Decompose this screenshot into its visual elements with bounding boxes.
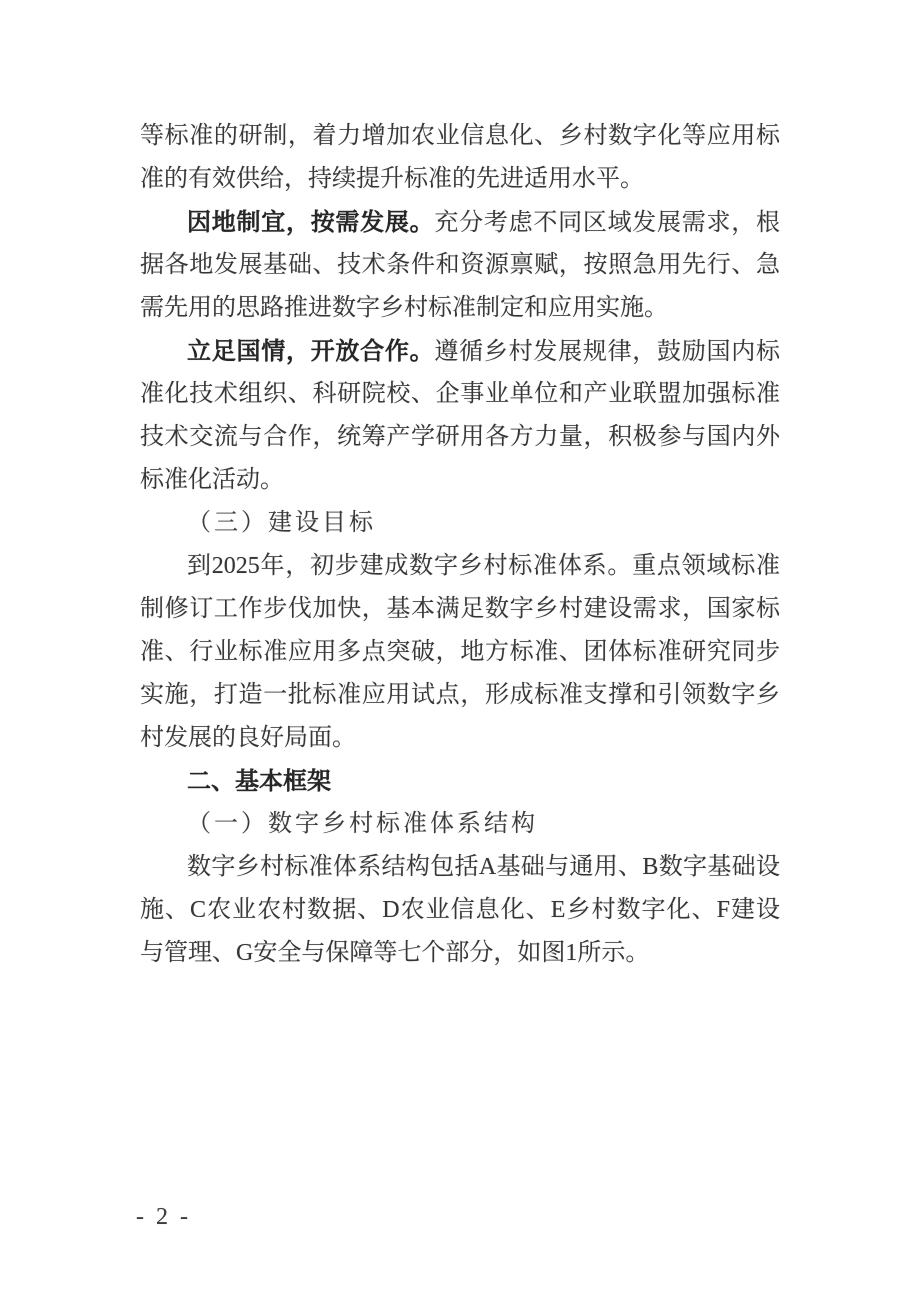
document-text-block: [140, 115, 780, 975]
text-line-11: [140, 545, 780, 588]
text-line-10-segment-1: （三）建设目标: [187, 510, 376, 536]
text-line-12: [140, 588, 780, 631]
text-line-15-segment-1: 村发展的良好局面。: [140, 725, 356, 751]
text-line-4-segment-1: 据各地发展基础、技术条件和资源禀赋，按照急用先行、急: [140, 252, 780, 278]
text-line-8-segment-1: 技术交流与合作，统筹产学研用各方力量，积极参与国内外: [140, 424, 780, 450]
text-line-5: [140, 287, 780, 330]
text-line-18-segment-1: 数字乡村标准体系结构包括A基础与通用、B数字基础设: [187, 854, 780, 880]
text-line-16: [140, 760, 780, 803]
text-line-4: [140, 244, 780, 287]
text-line-6-segment-2: 遵循乡村发展规律，鼓励国内标: [434, 339, 780, 365]
text-line-8: [140, 416, 780, 459]
text-line-7: [140, 373, 780, 416]
text-line-2: [140, 158, 780, 201]
text-line-3: [140, 201, 780, 244]
page-number: - 2 -: [136, 1204, 191, 1230]
text-line-20-segment-1: 与管理、G安全与保障等七个部分，如图1所示。: [140, 940, 650, 966]
text-line-9-segment-1: 标准化活动。: [140, 467, 284, 493]
text-line-14: [140, 674, 780, 717]
text-line-17-segment-1: （一）数字乡村标准体系结构: [187, 811, 538, 837]
text-line-15: [140, 717, 780, 760]
text-line-11-segment-1: 到2025年，初步建成数字乡村标准体系。重点领域标准: [187, 553, 780, 579]
text-line-5-segment-1: 需先用的思路推进数字乡村标准制定和应用实施。: [140, 295, 668, 321]
text-line-13: [140, 631, 780, 674]
text-line-17: [140, 803, 780, 846]
text-line-3-segment-2: 充分考虑不同区域发展需求，根: [434, 210, 780, 236]
text-line-18: [140, 846, 780, 889]
text-line-19: [140, 889, 780, 932]
text-line-6: [140, 330, 780, 373]
text-line-14-segment-1: 实施，打造一批标准应用试点，形成标准支撑和引领数字乡: [140, 682, 780, 708]
text-line-20: [140, 932, 780, 975]
text-line-7-segment-1: 准化技术组织、科研院校、企事业单位和产业联盟加强标准: [140, 381, 780, 407]
text-line-12-segment-1: 制修订工作步伐加快，基本满足数字乡村建设需求，国家标: [140, 596, 780, 622]
text-line-10: [140, 502, 780, 545]
text-line-6-segment-1: 立足国情，开放合作。: [187, 338, 435, 365]
text-line-3-segment-1: 因地制宜，按需发展。: [187, 209, 435, 236]
text-line-13-segment-1: 准、行业标准应用多点突破，地方标准、团体标准研究同步: [140, 639, 780, 665]
text-line-19-segment-1: 施、C农业农村数据、D农业信息化、E乡村数字化、F建设: [140, 897, 780, 923]
text-line-9: [140, 459, 780, 502]
text-line-1-segment-1: 等标准的研制，着力增加农业信息化、乡村数字化等应用标: [140, 123, 780, 149]
text-line-2-segment-1: 准的有效供给，持续提升标准的先进适用水平。: [140, 166, 644, 192]
text-line-1: [140, 115, 780, 158]
text-line-16-segment-1: 二、基本框架: [187, 768, 331, 795]
